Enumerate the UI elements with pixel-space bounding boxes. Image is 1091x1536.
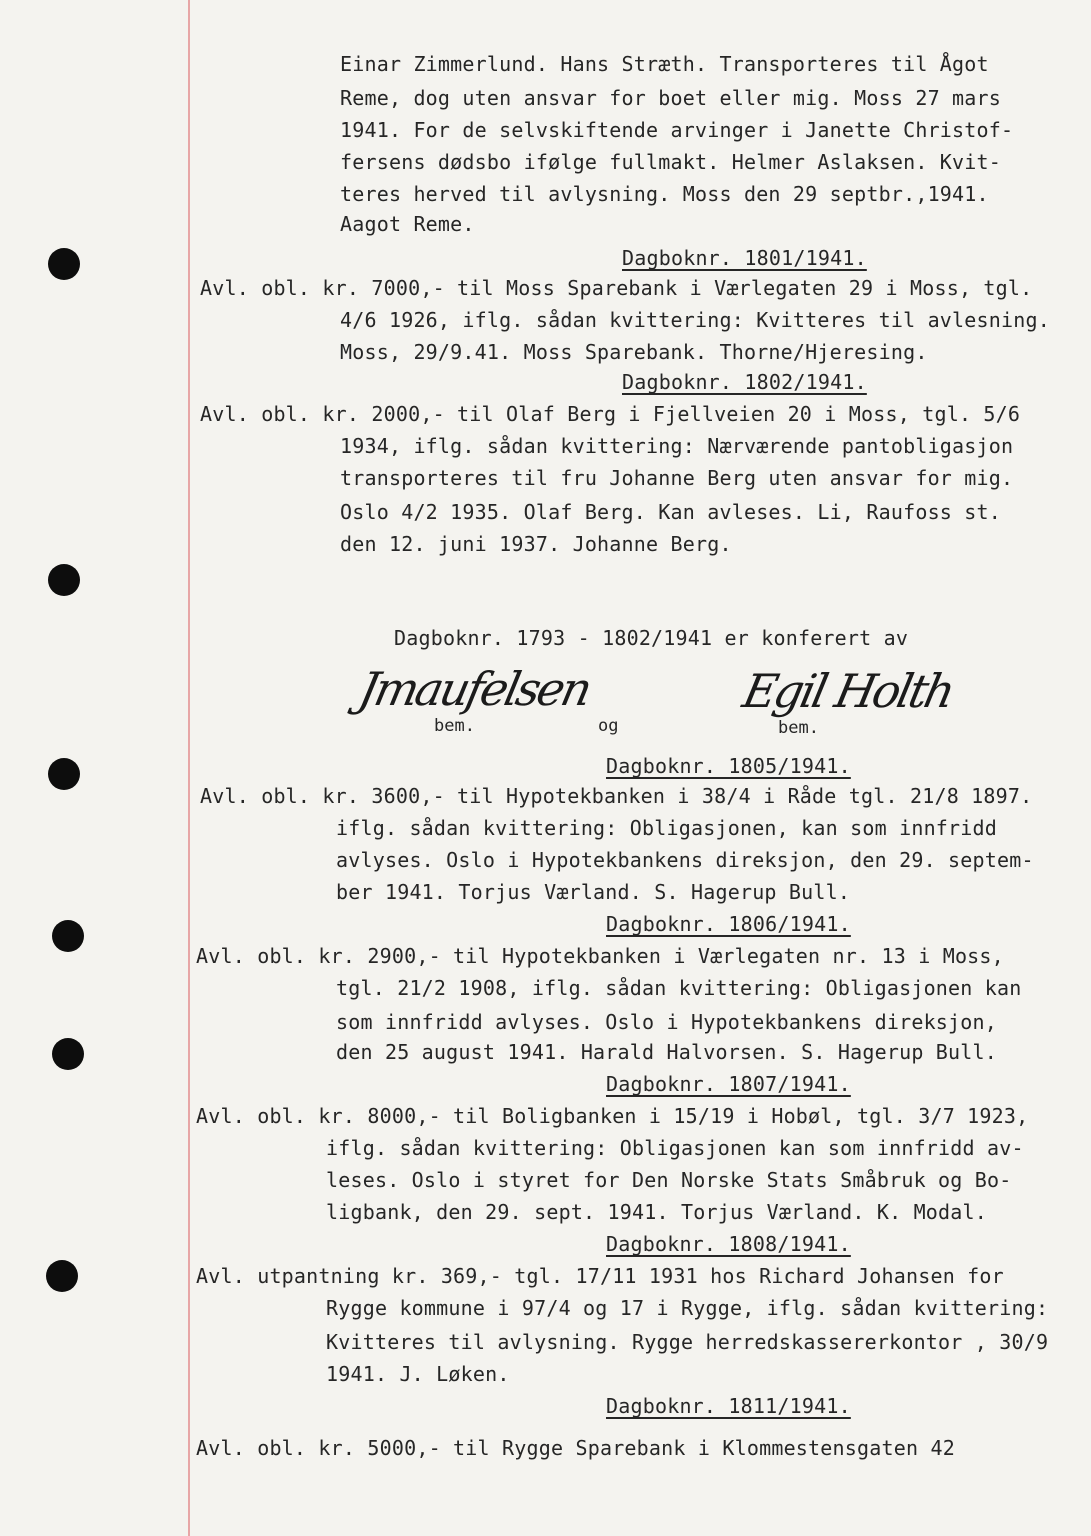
text-line: Avl. obl. kr. 2000,- til Olaf Berg i Fjellveien 20 i Moss, tgl. 5/6 xyxy=(200,402,1021,426)
text-line: Avl. obl. kr. 2900,- til Hypotekbanken i Værlegaten nr. 13 i Moss, xyxy=(196,944,1004,968)
text-line: 1941. J. Løken. xyxy=(326,1362,510,1386)
text-line: iflg. sådan kvittering: Obligasjonen kan som innfridd av- xyxy=(326,1136,1024,1160)
punch-hole xyxy=(48,248,80,280)
signature-conjunction: og xyxy=(598,716,619,736)
text-line: tgl. 21/2 1908, iflg. sådan kvittering: Obligasjonen kan xyxy=(336,976,1022,1000)
text-line: ligbank, den 29. sept. 1941. Torjus Værland. K. Modal. xyxy=(326,1200,988,1224)
margin-rule xyxy=(188,0,190,1536)
confirmation-line: Dagboknr. 1793 - 1802/1941 er konferert av xyxy=(394,626,909,650)
text-line: iflg. sådan kvittering: Obligasjonen, kan som innfridd xyxy=(336,816,998,840)
signature-right: Egil Holth xyxy=(738,664,958,718)
punch-hole xyxy=(48,564,80,596)
punch-hole xyxy=(52,920,84,952)
entry-heading: Dagboknr. 1811/1941. xyxy=(606,1394,851,1418)
entry-heading: Dagboknr. 1805/1941. xyxy=(606,754,851,778)
text-line: den 25 august 1941. Harald Halvorsen. S. Hagerup Bull. xyxy=(336,1040,998,1064)
text-line: Oslo 4/2 1935. Olaf Berg. Kan avleses. Li, Raufoss st. xyxy=(340,500,1002,524)
signature-label-left: bem. xyxy=(434,716,475,736)
text-line: 4/6 1926, iflg. sådan kvittering: Kvitteres til avlesning. xyxy=(340,308,1050,332)
punch-hole xyxy=(48,758,80,790)
punch-hole xyxy=(52,1038,84,1070)
text-line: 1934, iflg. sådan kvittering: Nærværende pantobligasjon xyxy=(340,434,1014,458)
text-line: Rygge kommune i 97/4 og 17 i Rygge, iflg. sådan kvittering: xyxy=(326,1296,1049,1320)
text-line: Avl. obl. kr. 7000,- til Moss Sparebank i Værlegaten 29 i Moss, tgl. xyxy=(200,276,1033,300)
entry-heading: Dagboknr. 1808/1941. xyxy=(606,1232,851,1256)
text-line: avlyses. Oslo i Hypotekbankens direksjon, den 29. septem- xyxy=(336,848,1034,872)
signature-label-right: bem. xyxy=(778,718,819,738)
text-line: transporteres til fru Johanne Berg uten ansvar for mig. xyxy=(340,466,1014,490)
text-line: Kvitteres til avlysning. Rygge herredskassererkontor , 30/9 xyxy=(326,1330,1049,1354)
text-line: ber 1941. Torjus Værland. S. Hagerup Bull. xyxy=(336,880,851,904)
text-line: Reme, dog uten ansvar for boet eller mig. Moss 27 mars xyxy=(340,86,1002,110)
text-line: Avl. obl. kr. 5000,- til Rygge Sparebank i Klommestensgaten 42 xyxy=(196,1436,955,1460)
text-line: Einar Zimmerlund. Hans Stræth. Transporteres til Ågot xyxy=(340,52,989,76)
punch-hole xyxy=(46,1260,78,1292)
entry-heading: Dagboknr. 1807/1941. xyxy=(606,1072,851,1096)
entry-heading: Dagboknr. 1802/1941. xyxy=(622,370,867,394)
text-line: 1941. For de selvskiftende arvinger i Janette Christof- xyxy=(340,118,1014,142)
text-line: Aagot Reme. xyxy=(340,212,475,236)
text-line: Avl. obl. kr. 8000,- til Boligbanken i 15/19 i Hobøl, tgl. 3/7 1923, xyxy=(196,1104,1029,1128)
entry-heading: Dagboknr. 1806/1941. xyxy=(606,912,851,936)
text-line: den 12. juni 1937. Johanne Berg. xyxy=(340,532,732,556)
entry-heading: Dagboknr. 1801/1941. xyxy=(622,246,867,270)
text-line: teres herved til avlysning. Moss den 29 septbr.,1941. xyxy=(340,182,989,206)
text-line: Moss, 29/9.41. Moss Sparebank. Thorne/Hjeresing. xyxy=(340,340,928,364)
text-line: Avl. obl. kr. 3600,- til Hypotekbanken i 38/4 i Råde tgl. 21/8 1897. xyxy=(200,784,1033,808)
text-line: fersens dødsbo ifølge fullmakt. Helmer Aslaksen. Kvit- xyxy=(340,150,1002,174)
signature-left: Jmaufelsen xyxy=(354,662,595,716)
text-line: Avl. utpantning kr. 369,- tgl. 17/11 1931 hos Richard Johansen for xyxy=(196,1264,1004,1288)
text-line: som innfridd avlyses. Oslo i Hypotekbankens direksjon, xyxy=(336,1010,998,1034)
text-line: leses. Oslo i styret for Den Norske Stats Småbruk og Bo- xyxy=(326,1168,1012,1192)
